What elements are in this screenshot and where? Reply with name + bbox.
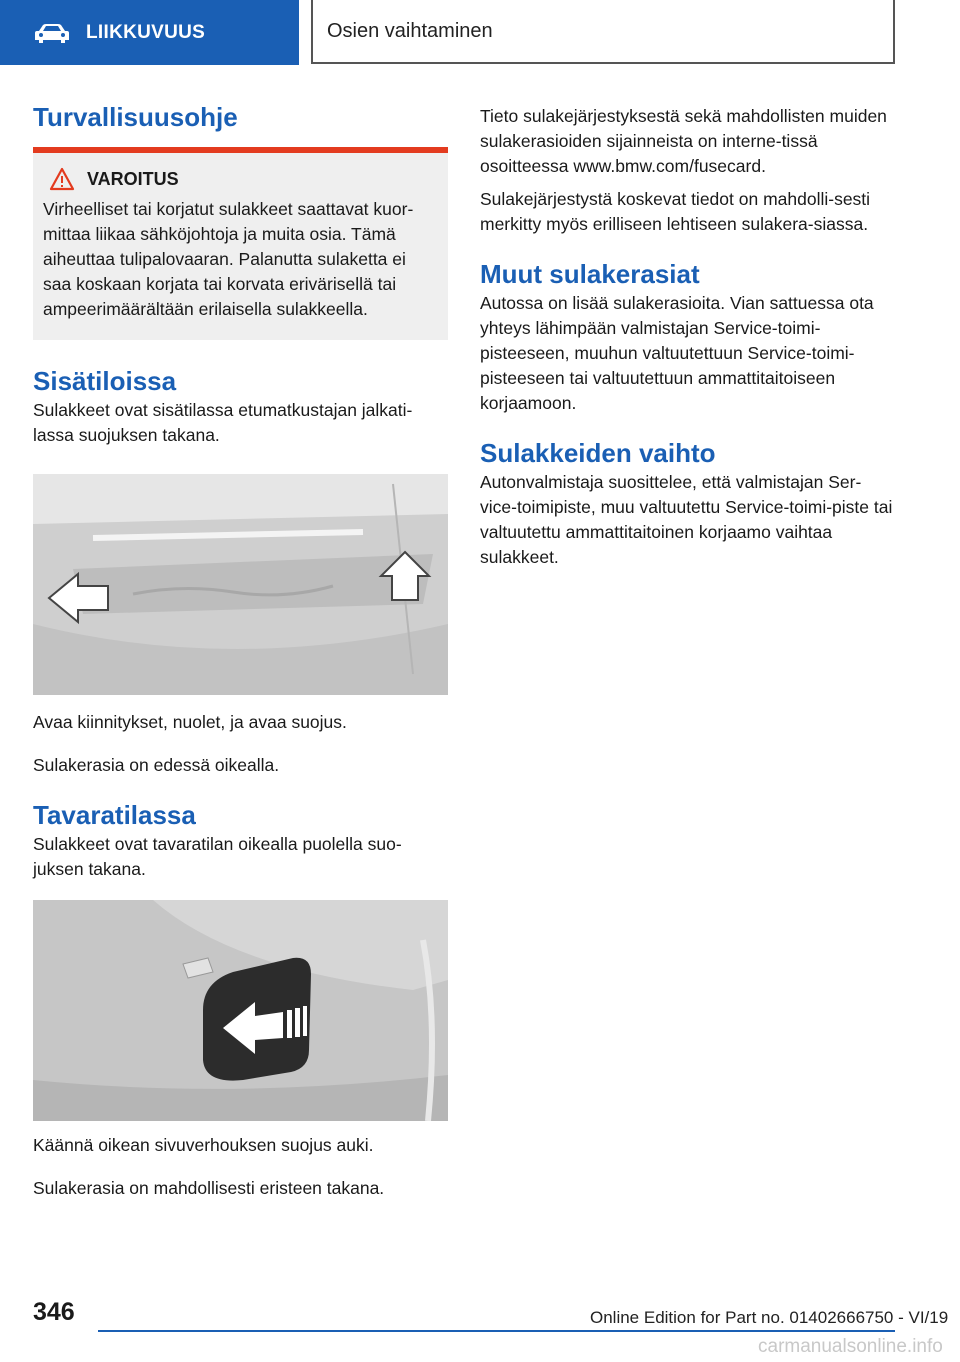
trunk-step-1: Käännä oikean sivuverhouksen suojus auki.: [33, 1135, 374, 1155]
fuse-replacement-text: Autonvalmistaja suosittelee, että valmistajan Ser-vice-toimipiste, muu valtuutettu Service-toimi-piste tai valtuutettu ammattitaitoinen korjaamo vaihtaa sulakkeet.: [480, 472, 893, 567]
car-icon: [34, 22, 70, 44]
footer-divider: [98, 1330, 895, 1332]
chapter-title: Osien vaihtaminen: [327, 19, 493, 42]
trunk-step-2: Sulakerasia on mahdollisesti eristeen takana.: [33, 1178, 385, 1198]
edition-text: Online Edition for Part no. 01402666750 - VI/19: [590, 1308, 949, 1327]
right-column: [480, 104, 895, 570]
interior-step-2: Sulakerasia on edessä oikealla.: [33, 755, 280, 775]
interior-heading: Sisätiloissa: [33, 366, 177, 396]
warning-text: Virheelliset tai korjatut sulakkeet saattavat kuor-mittaa liikaa sähköjohtoja ja muita osia. Tämä aiheuttaa tulipalovaaran. Palanutta sulaketta ei saa koskaan korjata tai korvata erivärisellä tai ampeerimäärältään erilaisella sulakkeella.: [43, 199, 414, 319]
interior-intro: Sulakkeet ovat sisätilassa etumatkustajan jalkati-lassa suojuksen takana.: [33, 400, 413, 445]
warning-triangle-icon: [49, 167, 75, 191]
fuse-replacement-heading: Sulakkeiden vaihto: [480, 438, 716, 468]
section-label: LIIKKUVUUS: [86, 21, 206, 43]
other-fuse-boxes-text: Autossa on lisää sulakerasioita. Vian sattuessa ota yhteys lähimpään valmistajan Service-toimi-pisteeseen, muuhun valtuutettuun Service-toimi-pisteeseen tai valtuutettuun ammattitaitoiseen korjaamoon.: [480, 293, 874, 413]
warning-title: [43, 167, 438, 191]
interior-step-1: Avaa kiinnitykset, nuolet, ja avaa suojus.: [33, 712, 347, 732]
section-tab[interactable]: [0, 0, 299, 65]
chapter-header: [311, 0, 895, 64]
leaflet-paragraph: Sulakejärjestystä koskevat tiedot on mahdolli-sesti merkitty myös erilliseen lehtiseen sulakera-siassa.: [480, 189, 871, 234]
left-column: [33, 100, 448, 1201]
safety-heading: Turvallisuusohje: [33, 102, 238, 132]
other-fuse-boxes-heading: Muut sulakerasiat: [480, 259, 700, 289]
warning-label: VAROITUS: [87, 168, 179, 189]
trunk-intro: Sulakkeet ovat tavaratilan oikealla puolella suo-juksen takana.: [33, 834, 402, 879]
fusecard-paragraph: Tieto sulakejärjestyksestä sekä mahdollisten muiden sulakerasioiden sijainneista on interne-tissä osoitteessa www.bmw.com/fusecard.: [480, 106, 887, 176]
page-number: 346: [33, 1298, 75, 1326]
watermark: carmanualsonline.info: [758, 1336, 943, 1357]
trunk-heading: Tavaratilassa: [33, 800, 196, 830]
trunk-fuse-photo: [33, 900, 448, 1121]
interior-fuse-photo: [33, 474, 448, 695]
warning-box: [33, 147, 448, 340]
